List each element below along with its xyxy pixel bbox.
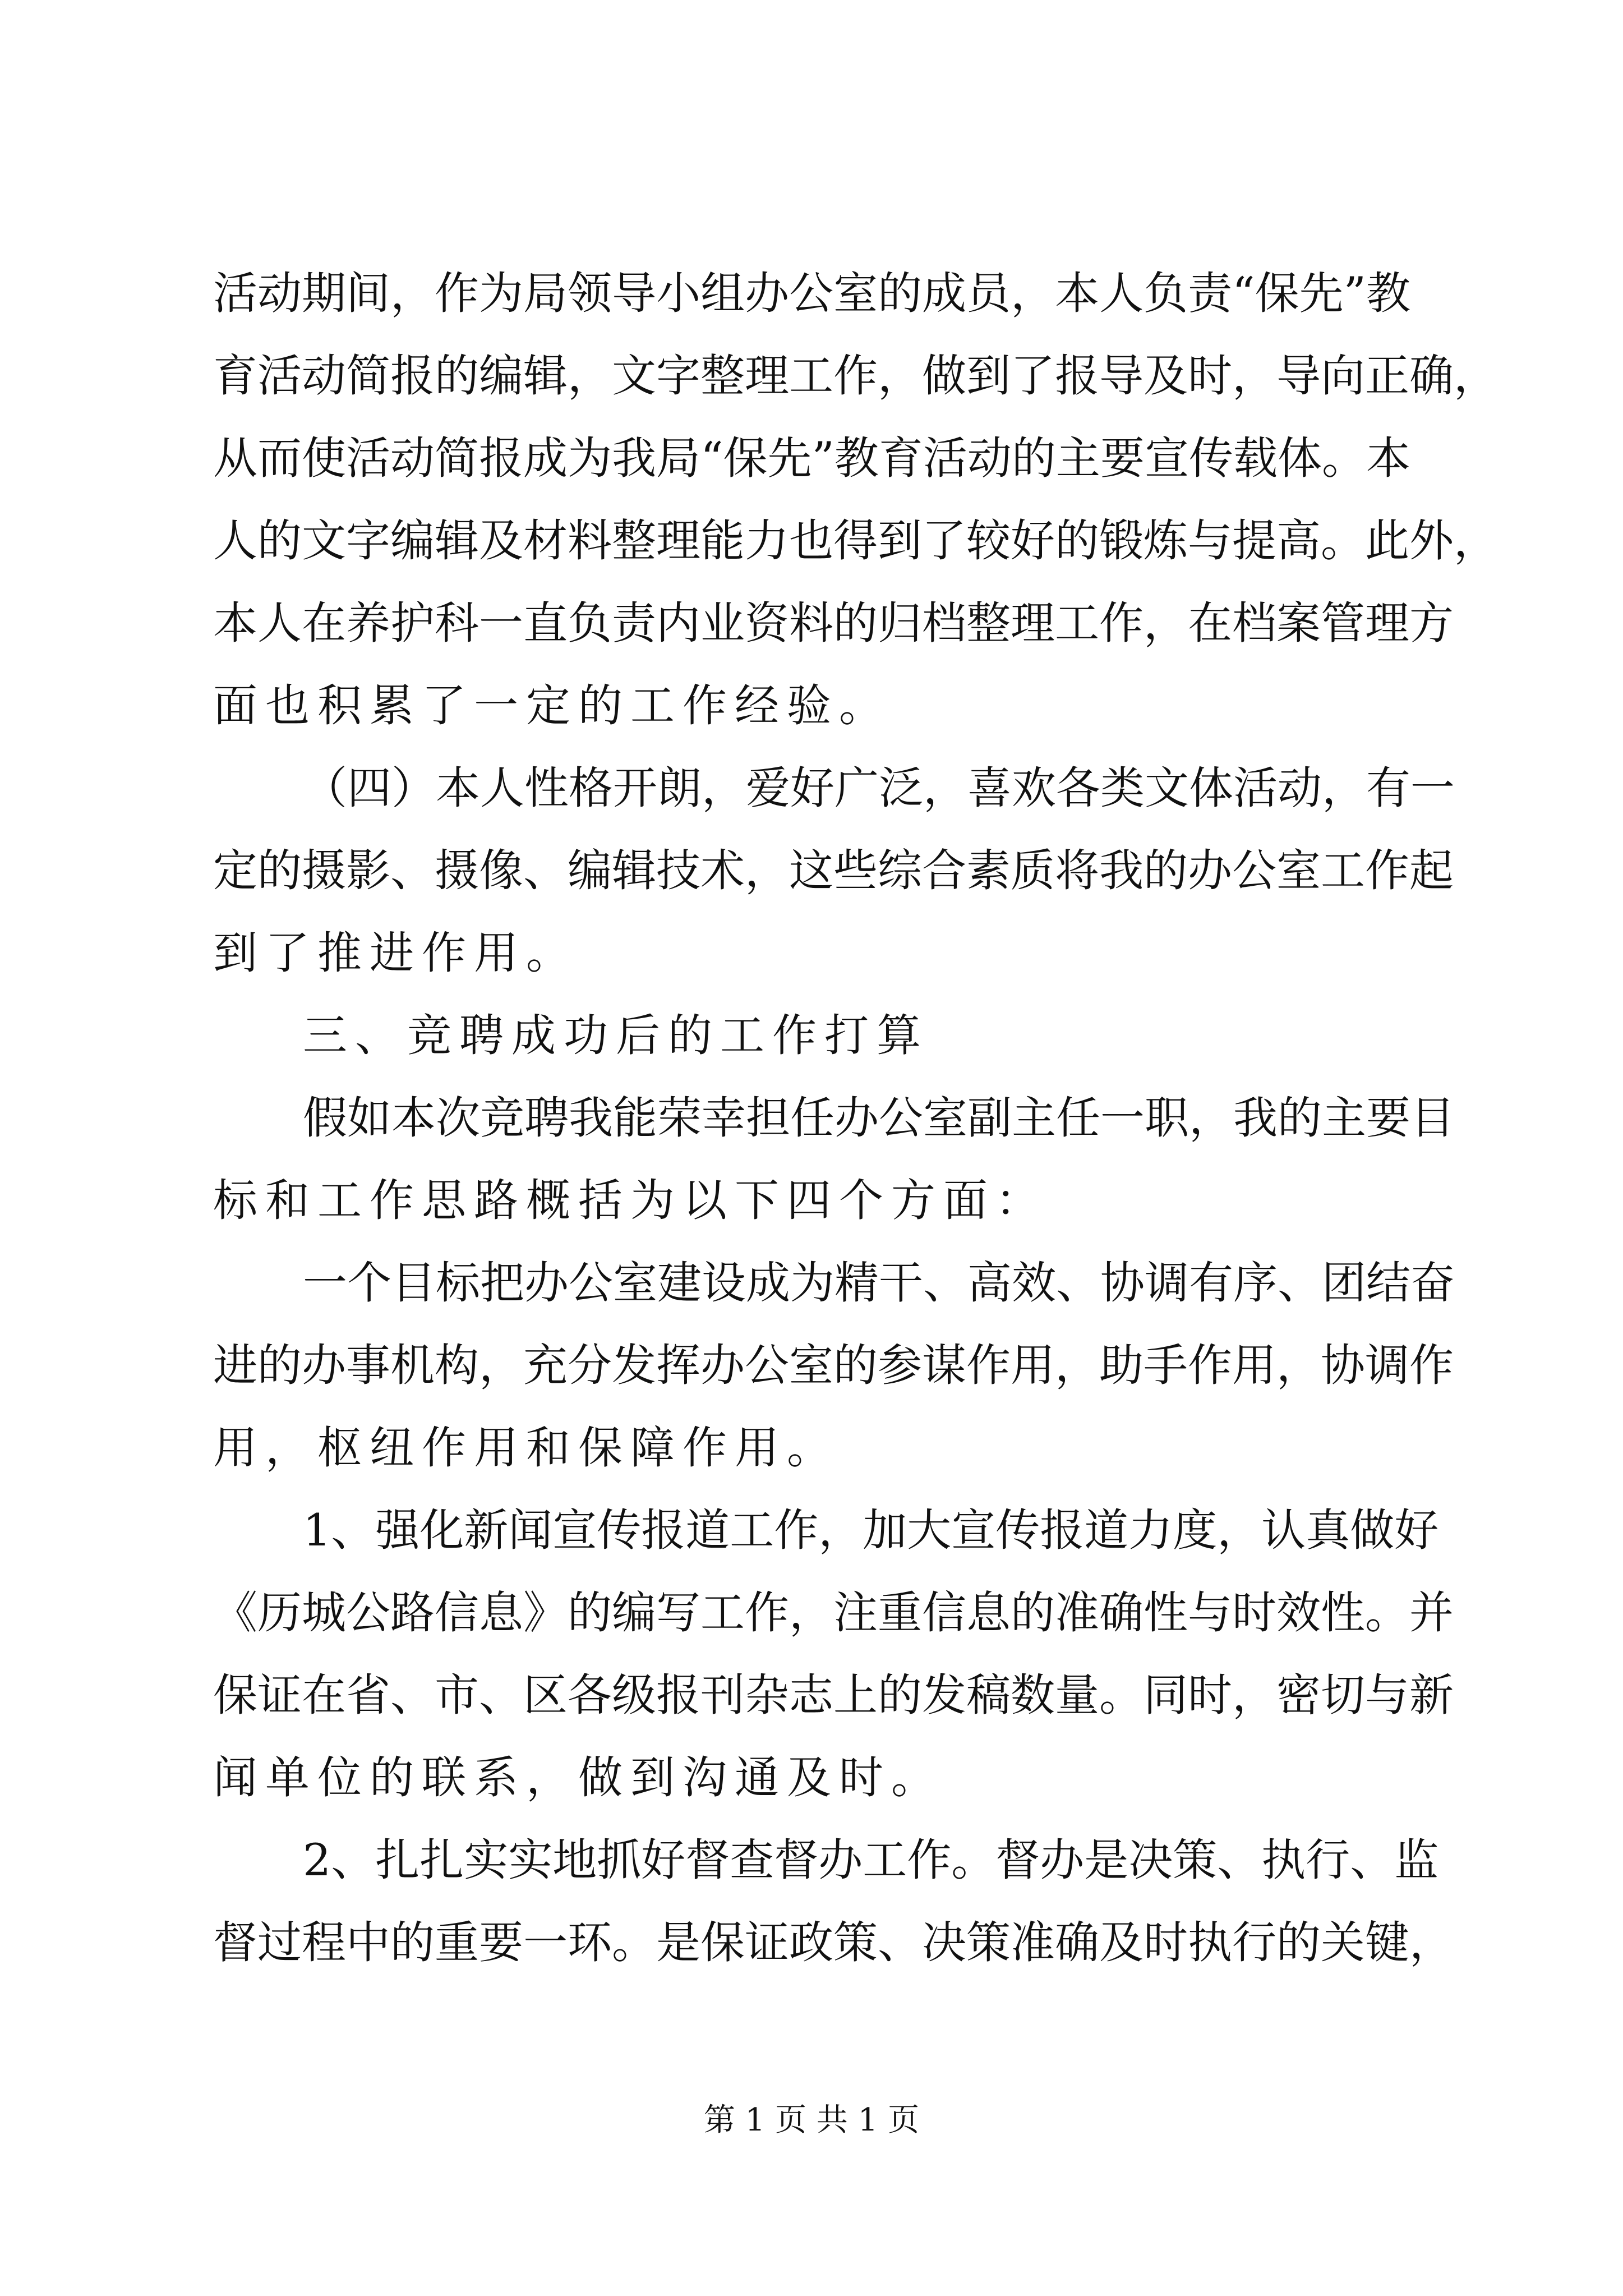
text-line: 人的文字编辑及材料整理能力也得到了较好的锻炼与提高。此外， [213,515,1498,567]
text-line: （四）本人性格开朗，爱好广泛，喜欢各类文体活动，有一 [303,762,1455,814]
text-line: 假如本次竞聘我能荣幸担任办公室副主任一职，我的主要目 [303,1092,1455,1144]
text-line: 1、强化新闻宣传报道工作，加大宣传报道力度，认真做好 [303,1504,1439,1556]
text-line: 活动期间，作为局领导小组办公室的成员，本人负责“保先”教 [213,268,1410,319]
text-line: 本人在养护科一直负责内业资料的归档整理工作，在档案管理方 [213,597,1454,649]
text-line: 一个目标把办公室建设成为精干、高效、协调有序、团结奋 [303,1257,1455,1309]
text-line: 保证在省、市、区各级报刊杂志上的发稿数量。同时，密切与新 [213,1669,1454,1721]
text-line: 2、扎扎实实地抓好督查督办工作。督办是决策、执行、监 [303,1834,1439,1886]
text-line: 督过程中的重要一环。是保证政策、决策准确及时执行的关键， [213,1917,1454,1968]
text-line: 《历城公路信息》的编写工作，注重信息的准确性与时效性。并 [213,1587,1454,1639]
text-line: 从而使活动简报成为我局“保先”教育活动的主要宣传载体。本 [213,432,1410,484]
text-line: 育活动简报的编辑，文字整理工作，做到了报导及时，导向正确， [213,350,1498,402]
text-line: 闻单位的联系，做到沟通及时。 [213,1752,943,1803]
document-body [213,252,1498,1984]
text-line: 面也积累了一定的工作经验。 [213,680,891,731]
text-line: 定的摄影、摄像、编辑技术，这些综合素质将我的办公室工作起 [213,845,1454,896]
text-line: 进的办事机构，充分发挥办公室的参谋作用，助手作用，协调作 [213,1340,1454,1391]
page-number-footer: 第 1 页 共 1 页 [703,2102,920,2138]
text-line: 到了推进作用。 [213,927,578,979]
section-heading: 三、竞聘成功后的工作打算 [303,1010,929,1061]
text-line: 用，枢纽作用和保障作用。 [213,1422,839,1474]
text-line: 标和工作思路概括为以下四个方面： [213,1175,1048,1226]
